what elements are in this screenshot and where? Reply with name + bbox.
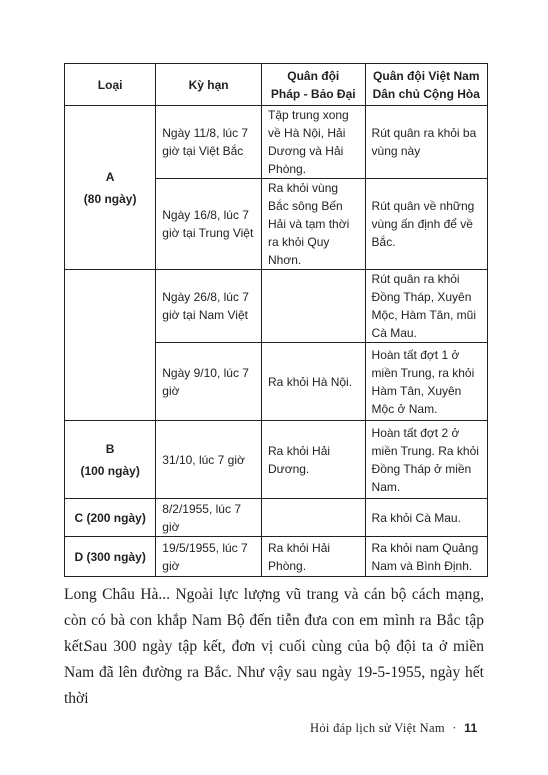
term-cell: 8/2/1955, lúc 7 giờ [156, 499, 262, 537]
header-type: Loại [65, 64, 156, 106]
page-footer [310, 721, 478, 736]
group-label: A [105, 169, 115, 184]
term-cell: 19/5/1955, lúc 7 giờ [156, 537, 262, 577]
french-army-cell [262, 270, 366, 343]
table-row [65, 537, 488, 577]
book-title: Hỏi đáp lịch sử Việt Nam [310, 721, 445, 735]
group-days: (100 ngày) [80, 463, 140, 478]
header-term: Kỳ hạn [156, 64, 262, 106]
term-cell: Ngày 16/8, lúc 7 giờ tại Trung Việt [156, 179, 262, 270]
vietnam-army-cell: Rút quân ra khỏi Đồng Tháp, Xuyên Mộc, Hàm Tân, mũi Cà Mau. [365, 270, 487, 343]
group-d-cell: D (300 ngày) [65, 537, 156, 577]
table-row [65, 499, 488, 537]
vietnam-army-cell: Rút quân về những vùng ấn định để về Bắc. [365, 179, 487, 270]
body-paragraph: Sau 300 ngày tập kết, đơn vị cuối cùng của bộ đội ta ở miền Nam đã lên đường ra Bắc. Như vậy sau ngày 19-5-1955, ngày hết thời [64, 638, 484, 707]
table-row [65, 421, 488, 499]
group-a-cell [65, 106, 156, 270]
group-days: (80 ngày) [83, 191, 137, 206]
group-c-cell: C (200 ngày) [65, 499, 156, 537]
french-army-cell [262, 499, 366, 537]
table-row [65, 270, 488, 343]
french-army-cell: Ra khỏi Hà Nội. [262, 343, 366, 421]
table-row [65, 106, 488, 179]
body-paragraph: Long Châu Hà... Ngoài lực lượng vũ trang và cán bộ cách mạng, còn có bà con khắp Nam Bộ đến tiễn đưa con em mình ra Bắc tập kết. [64, 586, 484, 655]
french-army-cell: Ra khỏi Hải Phòng. [262, 537, 366, 577]
french-army-cell: Ra khỏi vùng Bắc sông Bến Hải và tạm thời ra khỏi Quy Nhơn. [262, 179, 366, 270]
term-cell: Ngày 11/8, lúc 7 giờ tại Việt Bắc [156, 106, 262, 179]
group-b-cell [65, 421, 156, 499]
footer-separator: · [452, 721, 457, 735]
group-unlabeled-cell [65, 270, 156, 421]
french-army-cell: Ra khỏi Hải Dương. [262, 421, 366, 499]
group-label: B [105, 441, 115, 456]
vietnam-army-cell: Ra khỏi Cà Mau. [365, 499, 487, 537]
header-french-army: Quân đội Pháp - Bảo Đại [262, 64, 366, 106]
regroupment-table [64, 63, 488, 577]
term-cell: Ngày 26/8, lúc 7 giờ tại Nam Việt [156, 270, 262, 343]
table-header-row [65, 64, 488, 106]
header-vietnam-army: Quân đội Việt Nam Dân chủ Cộng Hòa [365, 64, 487, 106]
vietnam-army-cell: Hoàn tất đợt 1 ở miền Trung, ra khỏi Hàm Tân, Xuyên Mộc ở Nam. [365, 343, 487, 421]
term-cell: 31/10, lúc 7 giờ [156, 421, 262, 499]
page-number: 11 [464, 721, 478, 735]
vietnam-army-cell: Ra khỏi nam Quảng Nam và Bình Định. [365, 537, 487, 577]
french-army-cell: Tập trung xong về Hà Nội, Hải Dương và Hải Phòng. [262, 106, 366, 179]
vietnam-army-cell: Rút quân ra khỏi ba vùng này [365, 106, 487, 179]
vietnam-army-cell: Hoàn tất đợt 2 ở miền Trung. Ra khỏi Đồng Tháp ở miền Nam. [365, 421, 487, 499]
term-cell: Ngày 9/10, lúc 7 giờ [156, 343, 262, 421]
